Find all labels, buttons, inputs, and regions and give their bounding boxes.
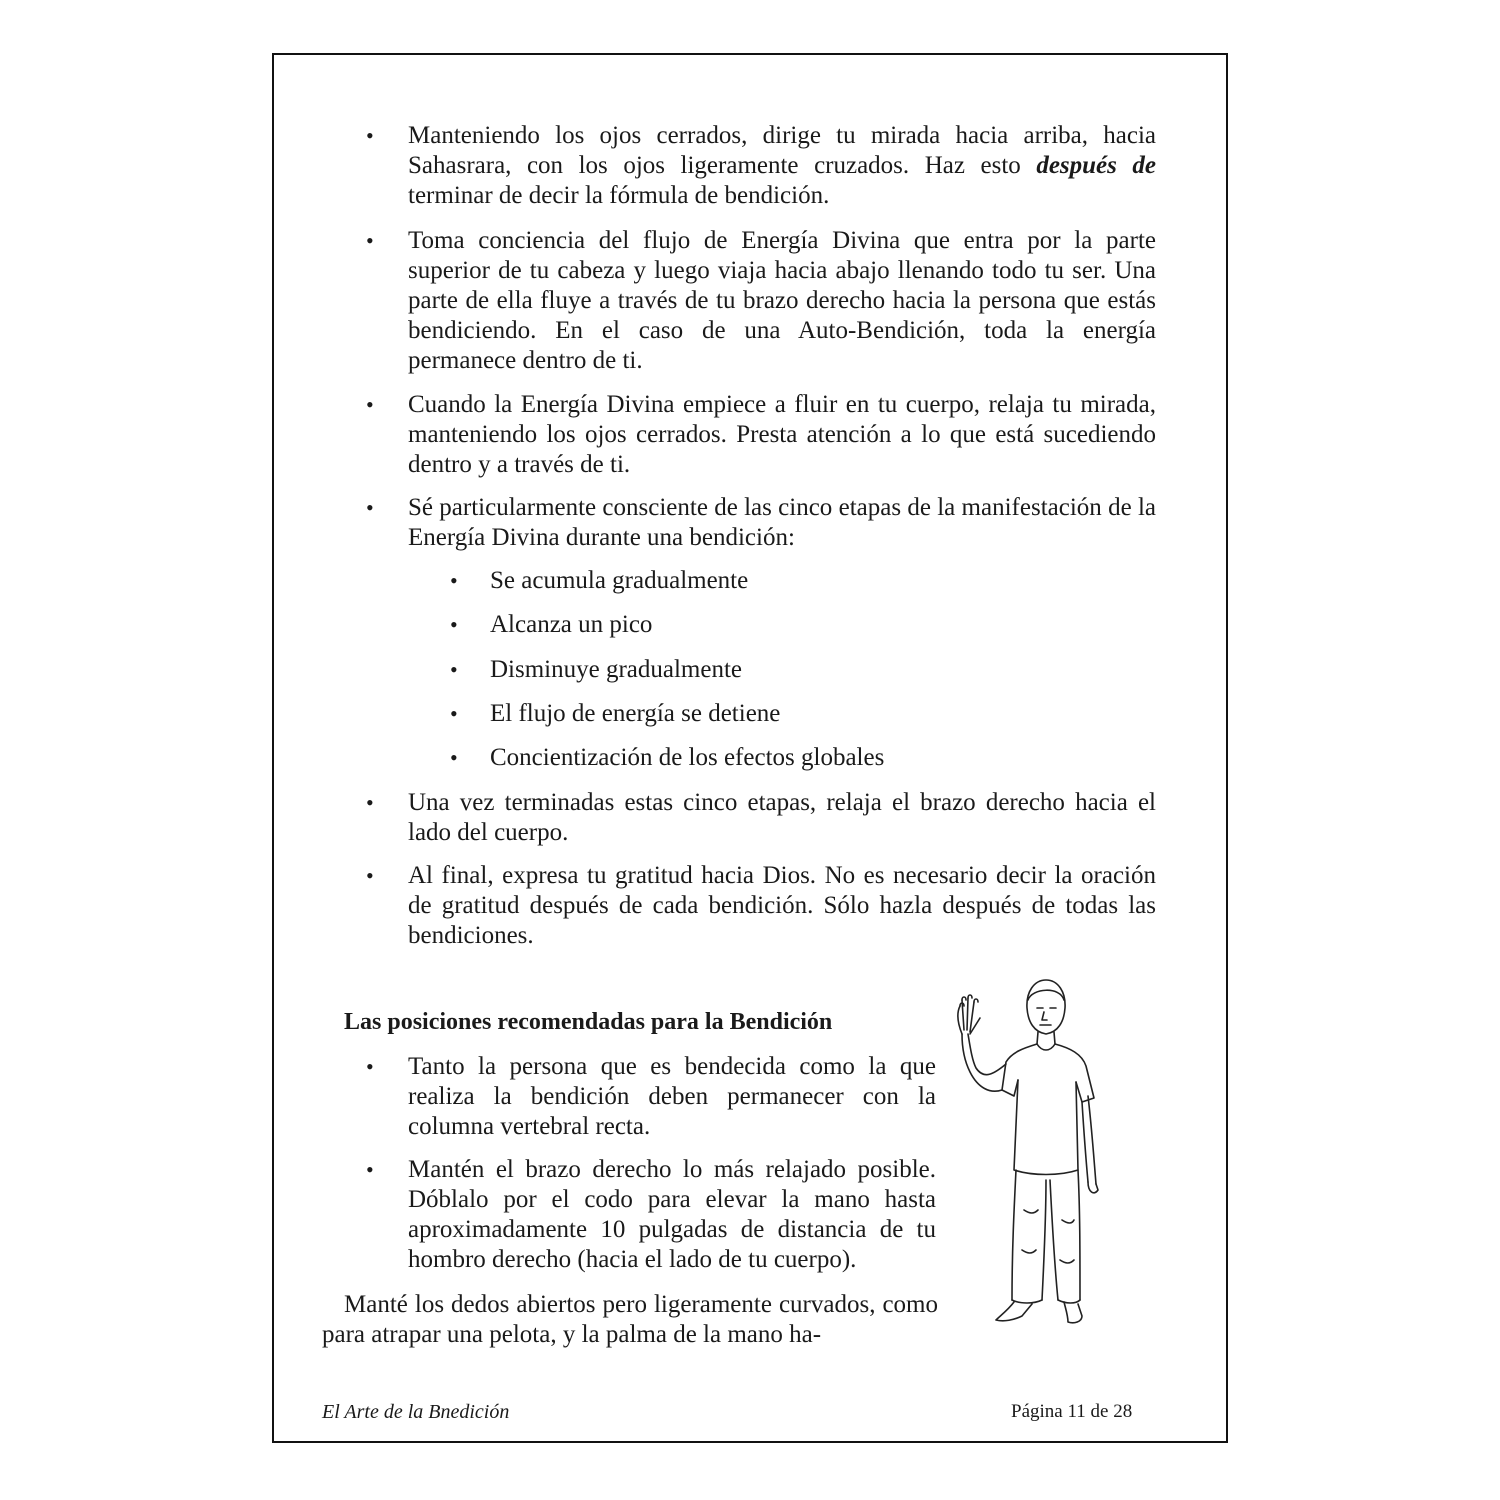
list-item-text: Mantén el brazo derecho lo más relajado posible. Dóblalo por el codo para elevar la mano hasta aproximadamente 10 pulgadas de distancia de tu hombro derecho (hacia el lado de tu cuerpo).: [408, 1156, 936, 1273]
bullet-icon: •: [450, 612, 458, 637]
bullet-icon: •: [366, 1157, 374, 1182]
bullet-icon: •: [366, 863, 374, 888]
list-item-text: Toma conciencia del flujo de Energía Divina que entra por la parte superior de tu cabeza y luego viaja hacia abajo llenando todo tu ser. Una parte de ella fluye a través de tu brazo derecho hacia la persona que estás bendiciendo. En el caso de una Auto-Bendición, toda la energía permanece dentro de ti.: [408, 227, 1156, 374]
bullet-icon: •: [366, 392, 374, 417]
list-item-text: Una vez terminadas estas cinco etapas, relaja el brazo derecho hacia el lado del cuerpo.: [408, 789, 1156, 846]
list-item-text: terminar de decir la fórmula de bendición.: [408, 182, 830, 209]
footer-book-title: El Arte de la Bnedición: [322, 1401, 510, 1423]
list-item-text: Tanto la persona que es bendecida como la que realiza la bendición deben permanecer con la columna vertebral recta.: [408, 1053, 936, 1140]
section-heading: Las posiciones recomendadas para la Bendición: [344, 1009, 833, 1035]
footer-page-number: Página 11 de 28: [1011, 1401, 1133, 1422]
list-item-text: Manteniendo los ojos cerrados, dirige tu mirada hacia arriba, hacia Sahasrara, con los ojos ligeramente cruzados. Haz esto: [408, 122, 1156, 179]
sub-list-item-text: Alcanza un pico: [490, 611, 653, 638]
emphasis-text: después de: [1036, 152, 1157, 179]
document-page: [272, 53, 1228, 1443]
closing-paragraph: Manté los dedos abiertos pero ligeramente curvados, como para atrapar una pelota, y la palma de la mano ha-: [322, 1291, 938, 1348]
sub-list-item-text: El flujo de energía se detiene: [490, 700, 781, 727]
bullet-icon: •: [450, 701, 458, 726]
bullet-icon: •: [366, 1054, 374, 1079]
sub-list-item-text: Concientización de los efectos globales: [490, 744, 885, 771]
bullet-icon: •: [366, 228, 374, 253]
list-item-text: Sé particularmente consciente de las cinco etapas de la manifestación de la Energía Divina durante una bendición:: [408, 494, 1156, 551]
list-item-text: Cuando la Energía Divina empiece a fluir en tu cuerpo, relaja tu mirada, manteniendo los ojos cerrados. Presta atención a lo que está sucediendo dentro y a través de ti.: [408, 391, 1156, 478]
bullet-icon: •: [450, 568, 458, 593]
bullet-icon: •: [366, 123, 374, 148]
bullet-icon: •: [450, 657, 458, 682]
bullet-icon: •: [366, 790, 374, 815]
bullet-icon: •: [366, 495, 374, 520]
bullet-icon: •: [450, 745, 458, 770]
sub-list-item-text: Se acumula gradualmente: [490, 567, 749, 594]
sub-list-item-text: Disminuye gradualmente: [490, 656, 743, 683]
list-item-text: Al final, expresa tu gratitud hacia Dios. No es necesario decir la oración de gratitud después de cada bendición. Sólo hazla después de todas las bendiciones.: [408, 862, 1156, 949]
blessing-pose-illustration: [954, 970, 1134, 1330]
